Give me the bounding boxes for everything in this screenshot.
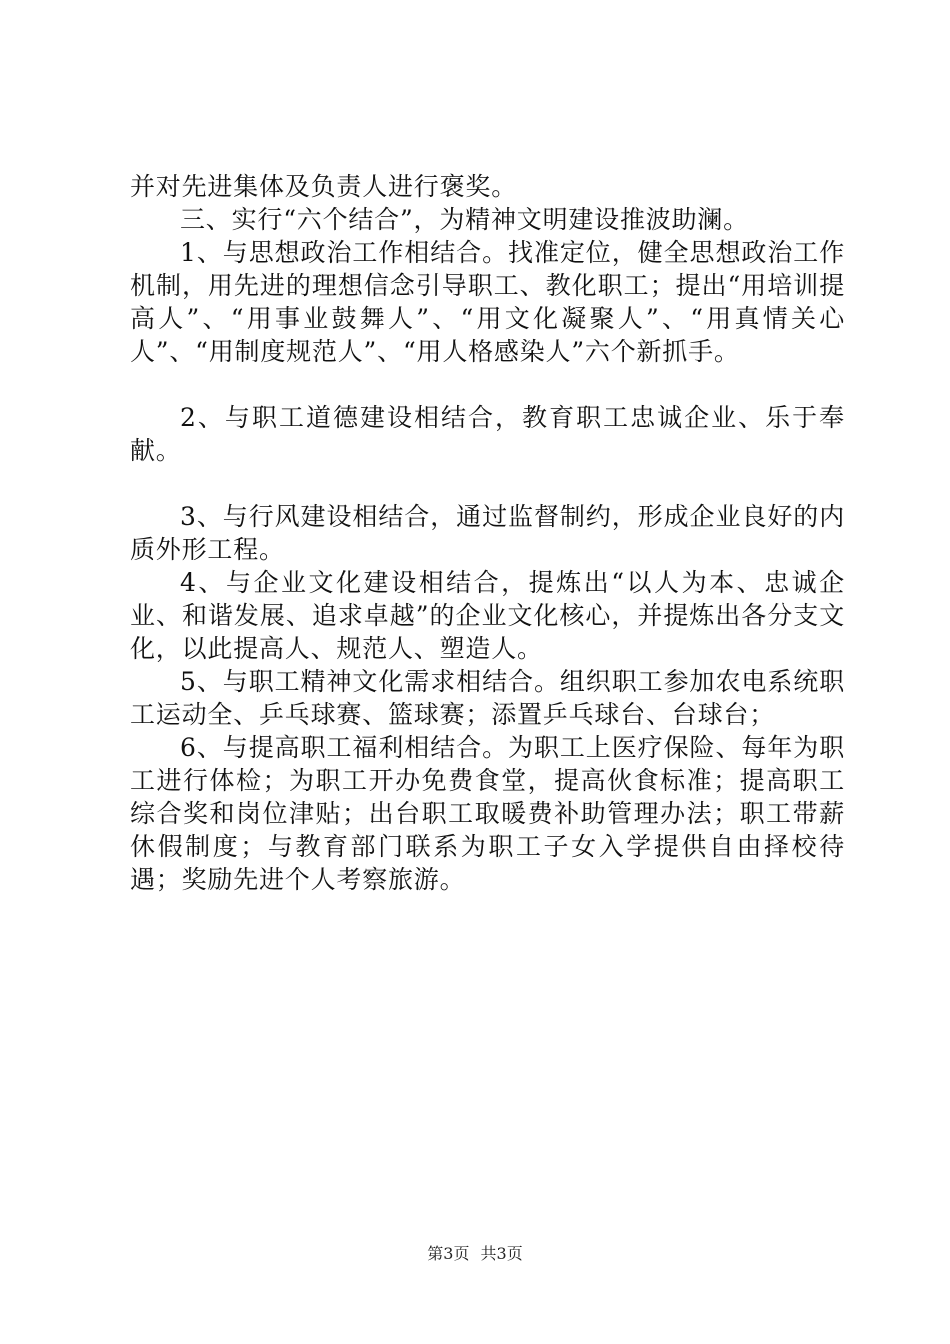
paragraph-item-5: 5、与职工精神文化需求相结合。组织职工参加农电系统职工运动全、乒乓球赛、篮球赛；添置乒乓球台、台球台； [130,667,845,729]
paragraph-item-1: 1、与思想政治工作相结合。找准定位，健全思想政治工作机制，用先进的理想信念引导职工、教化职工；提出“用培训提高人”、“用事业鼓舞人”、“用文化凝聚人”、“用真情关心人”、“用制度规范人”、“用人格感染人”六个新抓手。 [130,238,845,366]
section-heading: 三、实行“六个结合”，为精神文明建设推波助澜。 [180,205,749,234]
page-number: 第3页 [427,1244,470,1263]
paragraph-item-2: 2、与职工道德建设相结合，教育职工忠诚企业、乐于奉献。 [130,403,845,465]
paragraph-continuation: 并对先进集体及负责人进行褒奖。 [130,172,518,201]
page-footer [0,1244,950,1264]
document-body [130,170,845,896]
paragraph-item-4: 4、与企业文化建设相结合，提炼出“以人为本、忠诚企业、和谐发展、追求卓越”的企业文化核心，并提炼出各分支文化，以此提高人、规范人、塑造人。 [130,568,845,663]
page-total: 共3页 [480,1244,523,1263]
paragraph-item-6: 6、与提高职工福利相结合。为职工上医疗保险、每年为职工进行体检；为职工开办免费食堂，提高伙食标准；提高职工综合奖和岗位津贴；出台职工取暖费补助管理办法；职工带薪休假制度；与教育部门联系为职工子女入学提供自由择校待遇；奖励先进个人考察旅游。 [130,733,845,894]
paragraph-item-3: 3、与行风建设相结合，通过监督制约，形成企业良好的内质外形工程。 [130,502,845,564]
